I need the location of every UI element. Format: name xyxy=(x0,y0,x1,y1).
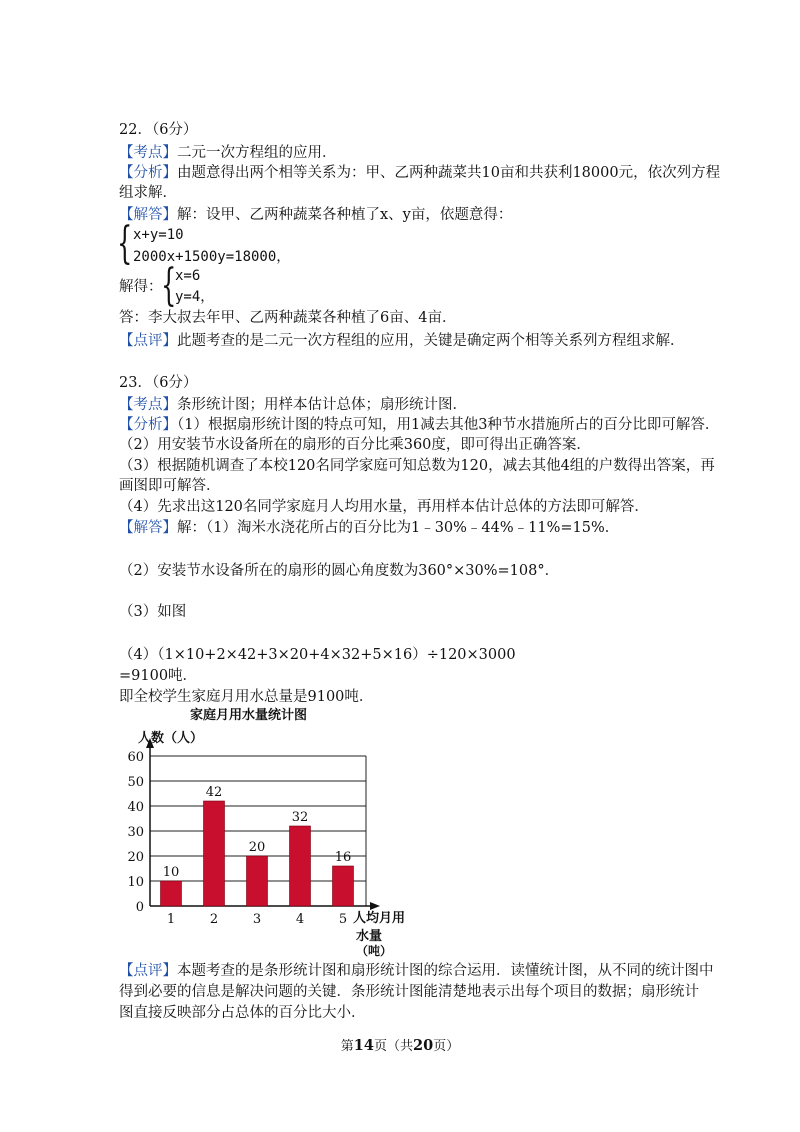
chart-title: 家庭月用水量统计图 xyxy=(190,708,308,723)
solution-2-comma: ， xyxy=(200,289,215,305)
equation-1: x+y=10 xyxy=(133,227,184,243)
solution-brace: { xyxy=(161,260,177,311)
y-tick-label: 10 xyxy=(127,875,144,890)
q22-fenxi-cont: 组求解． xyxy=(119,185,177,201)
jieda-text: 解：设甲、乙两种蔬菜各种植了x、y亩，依题意得： xyxy=(177,207,513,223)
y-tick-label: 60 xyxy=(127,750,144,765)
q23-dianping-3: 图直接反映部分占总体的百分比大小． xyxy=(119,1005,366,1021)
equation-2-comma: ， xyxy=(276,249,291,265)
bar xyxy=(247,856,268,906)
q23-dianping-2: 得到必要的信息是解决问题的关键．条形统计图能清楚地表示出每个项目的数据；扇形统计 xyxy=(119,984,699,1000)
dianping-tag: 【点评】 xyxy=(119,333,177,349)
q23-part4c: 即全校学生家庭月用水总量是9100吨． xyxy=(119,689,374,705)
footer-page-number: 14 xyxy=(353,1037,374,1054)
q23-fenxi-2: （2）用安装节水设备所在的扇形的百分比乘360度，即可得出正确答案． xyxy=(119,437,591,453)
x-tick-label: 2 xyxy=(209,912,219,927)
equation-2-text: 2000x+1500y=18000 xyxy=(133,249,277,265)
y-tick-label: 20 xyxy=(127,850,144,865)
dianping-tag: 【点评】 xyxy=(119,963,177,979)
bar-value-label: 16 xyxy=(334,850,352,865)
fenxi-text: （1）根据扇形统计图的特点可知，用1减去其他3种节水措施所占的百分比即可解答． xyxy=(177,417,720,433)
y-tick-label: 30 xyxy=(127,825,144,840)
x-axis-label-line2: 水量 xyxy=(356,929,383,944)
x-axis-label: 人均月用 xyxy=(353,911,406,926)
q23-header: 23．（6分） xyxy=(119,375,198,391)
y-tick-label: 40 xyxy=(127,800,144,815)
q23-fenxi-5: （4）先求出这120名同学家庭月人均用水量，再用样本估计总体的方法即可解答． xyxy=(119,499,649,515)
fenxi-tag: 【分析】 xyxy=(119,417,177,433)
dianping-text: 本题考查的是条形统计图和扇形统计图的综合运用．读懂统计图，从不同的统计图中 xyxy=(177,963,714,979)
bar-value-label: 32 xyxy=(291,810,309,825)
bar xyxy=(290,826,311,906)
footer-mid: 页（共 xyxy=(373,1039,413,1054)
x-axis-arrow xyxy=(370,902,380,910)
y-axis-label: 人数（人） xyxy=(138,731,204,746)
footer-suffix: 页） xyxy=(433,1039,460,1054)
jieda-tag: 【解答】 xyxy=(119,520,177,536)
bar xyxy=(333,866,354,906)
q23-fenxi-4: 画图即可解答． xyxy=(119,478,221,494)
bar-value-label: 10 xyxy=(162,865,180,880)
kaodian-text: 二元一次方程组的应用． xyxy=(177,145,337,161)
q23-part3: （3）如图 xyxy=(119,604,187,620)
dianping-text: 此题考查的是二元一次方程组的应用，关键是确定两个相等关系列方程组求解． xyxy=(177,333,685,349)
x-tick-label: 5 xyxy=(338,912,348,927)
bar-value-label: 42 xyxy=(205,785,223,800)
jieda-tag: 【解答】 xyxy=(119,207,177,223)
jieda-text: 解：（1）淘米水浇花所占的百分比为1﹣30%﹣44%﹣11%=15%． xyxy=(177,520,620,536)
bar xyxy=(204,801,225,906)
fenxi-text: 由题意得出两个相等关系为：甲、乙两种蔬菜共10亩和共获利18000元，依次列方程 xyxy=(177,165,721,181)
x-tick-label: 1 xyxy=(166,912,176,927)
kaodian-tag: 【考点】 xyxy=(119,397,177,413)
y-tick-label: 0 xyxy=(135,900,144,915)
fenxi-tag: 【分析】 xyxy=(119,165,177,181)
q22-answer: 答：李大叔去年甲、乙两种蔬菜各种植了6亩、4亩． xyxy=(119,310,457,326)
q23-part2: （2）安装节水设备所在的扇形的圆心角度数为360°×30%=108°． xyxy=(119,563,560,579)
footer-prefix: 第 xyxy=(340,1039,354,1054)
x-tick-label: 4 xyxy=(295,912,305,927)
q23-dianping xyxy=(119,961,714,981)
q22-header: 22．（6分） xyxy=(119,122,198,138)
solution-1: x=6 xyxy=(175,268,201,284)
bar xyxy=(161,881,182,906)
q23-part4b: =9100吨． xyxy=(119,668,198,684)
x-tick-label: 3 xyxy=(252,912,262,927)
solution-2-text: y=4 xyxy=(175,289,201,305)
q23-part4: （4）（1×10+2×42+3×20+4×32+5×16）÷120×3000 xyxy=(119,647,516,663)
kaodian-text: 条形统计图；用样本估计总体；扇形统计图． xyxy=(177,397,467,413)
footer-total-pages: 20 xyxy=(413,1037,434,1054)
bar-value-label: 20 xyxy=(248,840,266,855)
x-axis-unit: （吨） xyxy=(356,944,393,958)
q22-solve-label: 解得： xyxy=(119,279,163,295)
kaodian-tag: 【考点】 xyxy=(119,145,177,161)
q23-fenxi-3: （3）根据随机调查了本校120名同学家庭可知总数为120，减去其他4组的户数得出答案，再 xyxy=(119,458,715,474)
system-brace: { xyxy=(117,218,133,269)
page-footer xyxy=(0,1035,800,1054)
y-tick-label: 50 xyxy=(127,775,144,790)
